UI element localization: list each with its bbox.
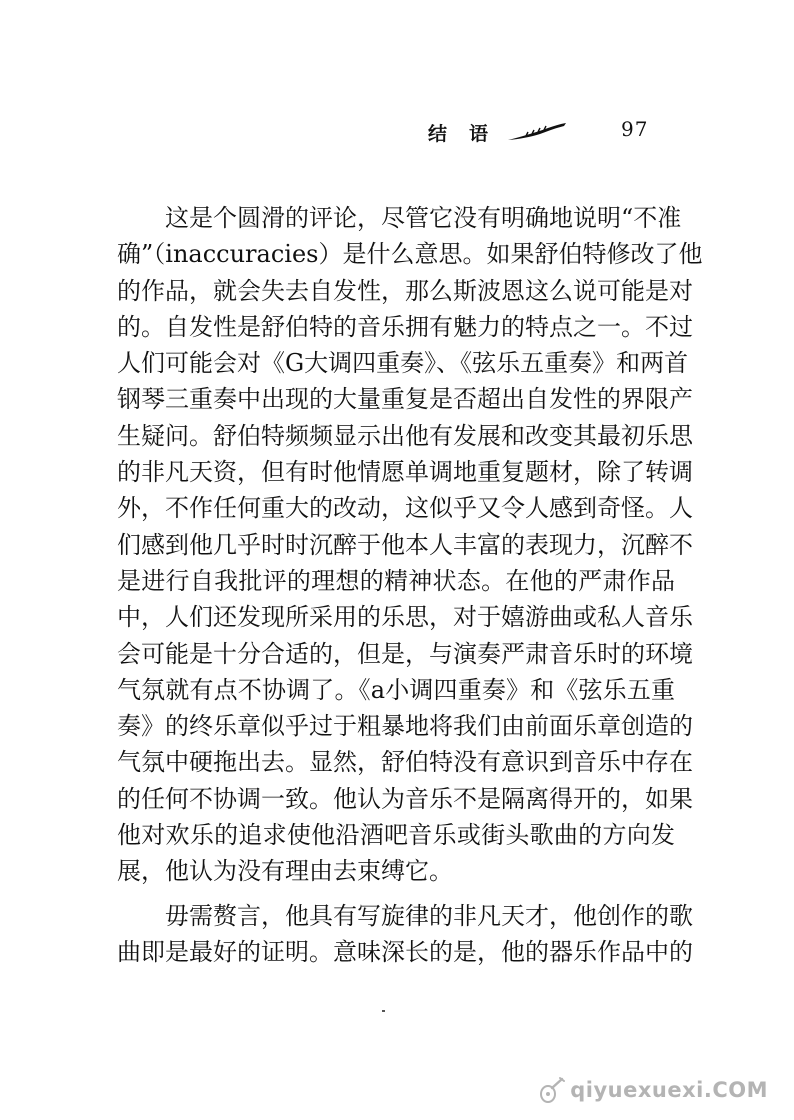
text-line: 们感到他几乎时时沉醉于他本人丰富的表现力，沉醉不 bbox=[117, 530, 693, 559]
running-head-char-1: 结 bbox=[428, 122, 448, 145]
text-line: 的非凡天资，但有时他情愿单调地重复题材，除了转调 bbox=[117, 458, 693, 487]
running-head bbox=[428, 118, 568, 146]
text-line: 他对欢乐的追求使他沿酒吧音乐或街头歌曲的方向发 bbox=[117, 821, 675, 850]
text-line: 奏》的终乐章似乎过于粗暴地将我们由前面乐章创造的 bbox=[117, 712, 693, 741]
running-head-char-2: 语 bbox=[469, 122, 489, 145]
text-line: 这是个圆滑的评论，尽管它没有明确地说明“不准 bbox=[117, 204, 682, 232]
text-line: 的作品，就会失去自发性，那么斯波恩这么说可能是对 bbox=[117, 276, 693, 305]
text-line: 确”（inaccuracies）是什么意思。如果舒伯特修改了他 bbox=[117, 240, 703, 269]
text-line: 的任何不协调一致。他认为音乐不是隔离得开的，如果 bbox=[117, 784, 693, 813]
watermark bbox=[538, 1076, 768, 1104]
page-number: 97 bbox=[621, 117, 649, 141]
stray-dot bbox=[382, 1010, 385, 1012]
text-line: 毋需赘言，他具有写旋律的非凡天才，他创作的歌 bbox=[117, 901, 693, 930]
text-line: 气氛就有点不协调了。《a小调四重奏》和《弦乐五重 bbox=[117, 675, 675, 704]
lute-icon bbox=[538, 1076, 566, 1104]
text-line: 展，他认为没有理由去束缚它。 bbox=[117, 857, 453, 886]
text-line: 人们可能会对《G大调四重奏》、《弦乐五重奏》和两首 bbox=[117, 349, 689, 378]
text-line: 外，不作任何重大的改动，这似乎又令人感到奇怪。人 bbox=[117, 494, 693, 523]
text-line: 是进行自我批评的理想的精神状态。在他的严肃作品 bbox=[117, 566, 675, 595]
text-line: 曲即是最好的证明。意味深长的是，他的器乐作品中的 bbox=[117, 937, 693, 966]
text-line: 钢琴三重奏中出现的大量重复是否超出自发性的界限产 bbox=[117, 385, 693, 414]
text-line: 会可能是十分合适的，但是，与演奏严肃音乐时的环境 bbox=[117, 639, 693, 668]
text-line: 生疑问。舒伯特频频显示出他有发展和改变其最初乐思 bbox=[117, 421, 693, 450]
watermark-text: qiyuexuexi.COM bbox=[570, 1078, 768, 1102]
body-text bbox=[117, 200, 703, 970]
flourish-icon bbox=[506, 122, 568, 142]
text-line: 气氛中硬拖出去。显然，舒伯特没有意识到音乐中存在 bbox=[117, 748, 693, 777]
text-line: 的。自发性是舒伯特的音乐拥有魅力的特点之一。不过 bbox=[117, 312, 693, 341]
text-line: 中，人们还发现所采用的乐思，对于嬉游曲或私人音乐 bbox=[117, 603, 693, 632]
